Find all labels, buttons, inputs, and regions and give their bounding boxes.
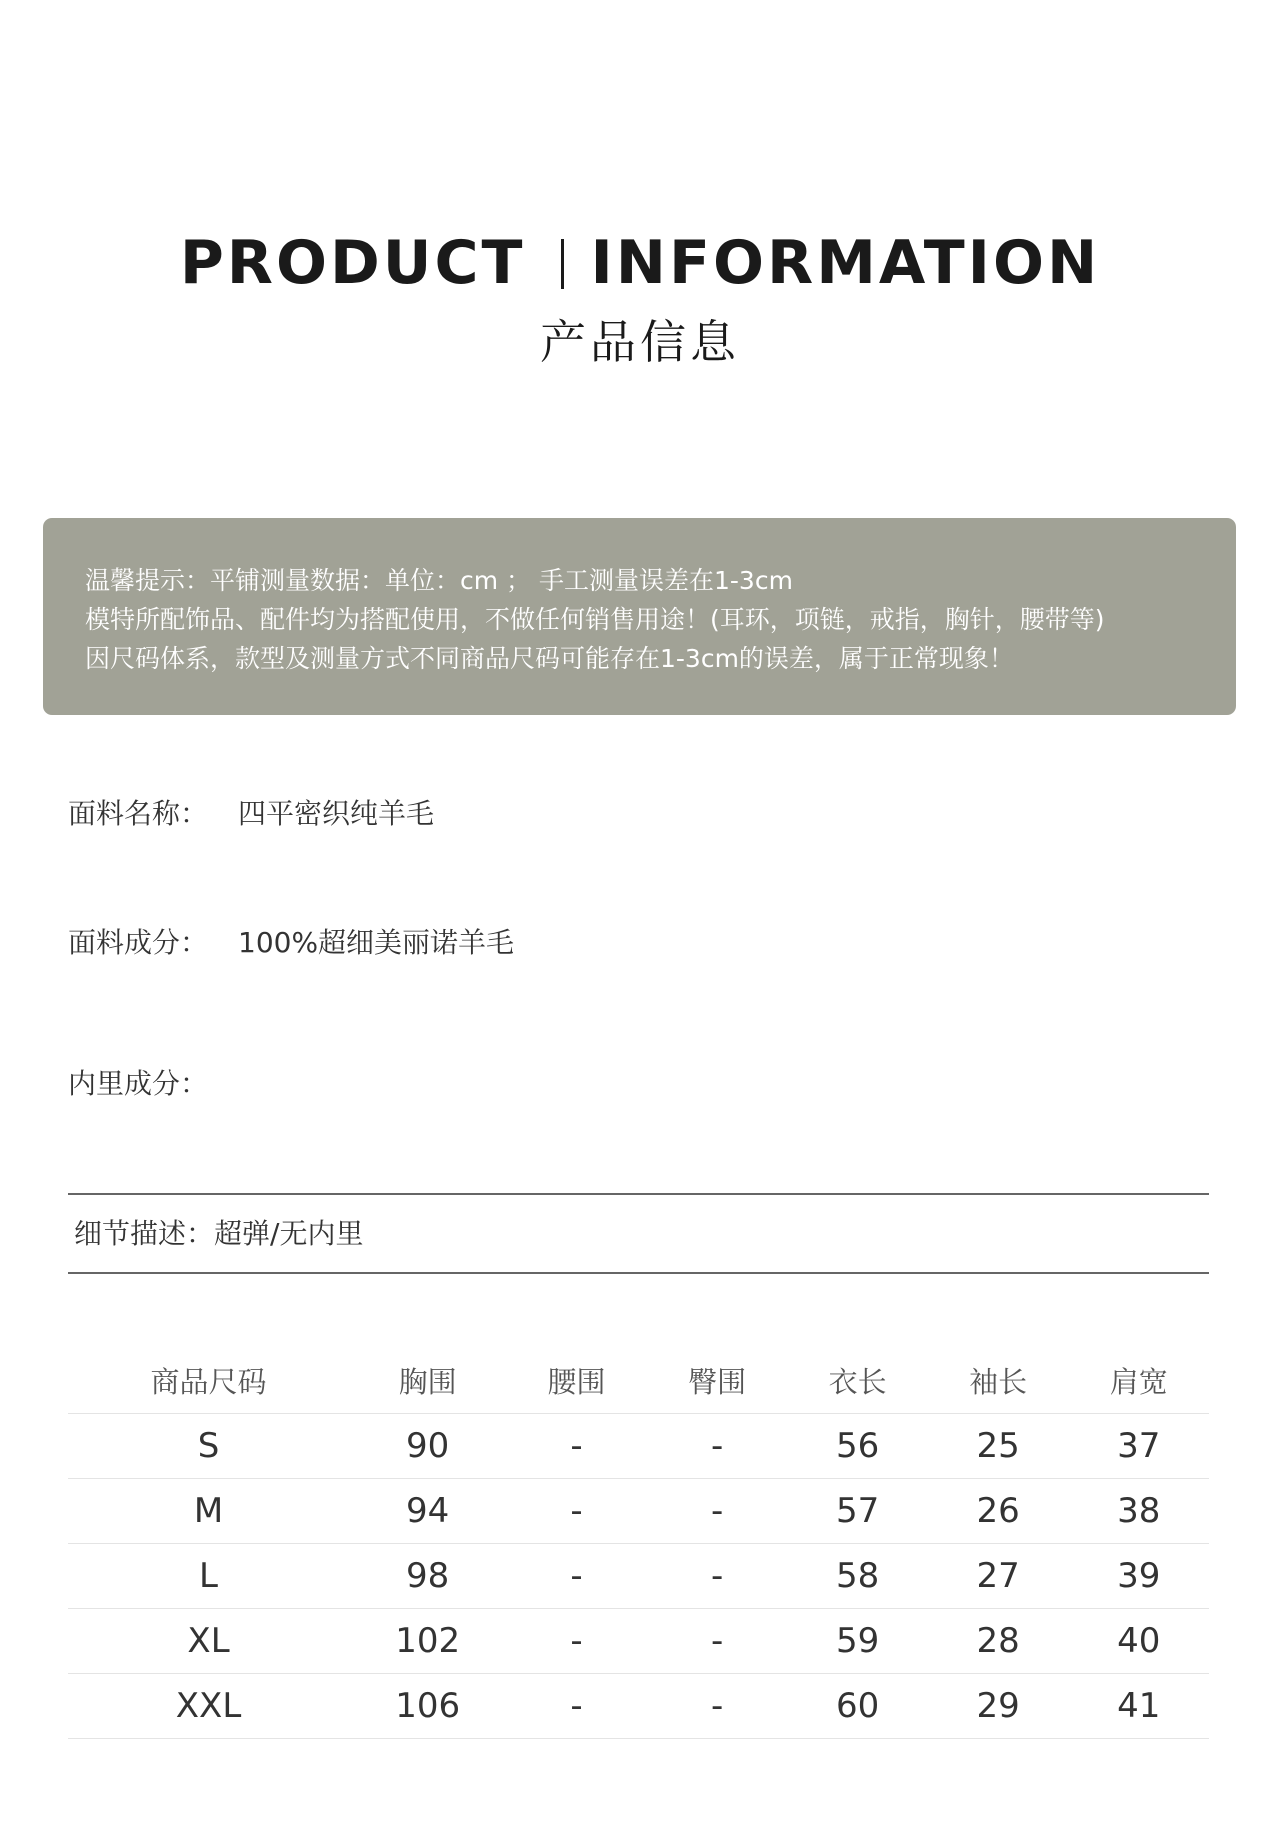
table-cell: - — [506, 1609, 647, 1674]
page-title-cn: 产品信息 — [540, 315, 740, 369]
table-cell: 106 — [349, 1674, 506, 1739]
table-cell: 59 — [787, 1609, 928, 1674]
fabric-name-label: 面料名称： — [68, 797, 209, 830]
table-header-cell: 衣长 — [787, 1347, 928, 1414]
table-cell: - — [506, 1674, 647, 1739]
size-label-cell: XL — [68, 1609, 349, 1674]
size-label-cell: XXL — [68, 1674, 349, 1739]
table-cell: 102 — [349, 1609, 506, 1674]
table-header-cell: 肩宽 — [1068, 1347, 1209, 1414]
table-cell: - — [647, 1479, 788, 1544]
detail-value: 超弹/无内里 — [214, 1217, 364, 1250]
table-cell: 58 — [787, 1544, 928, 1609]
title-information: INFORMATION — [590, 228, 1101, 298]
table-body — [68, 1414, 1209, 1739]
table-cell: 38 — [1068, 1479, 1209, 1544]
size-label-cell: L — [68, 1544, 349, 1609]
title-product: PRODUCT — [179, 228, 526, 298]
table-row — [68, 1609, 1209, 1674]
table-header-cell: 商品尺码 — [68, 1347, 349, 1414]
table-cell: - — [647, 1414, 788, 1479]
page-title-en — [0, 228, 1280, 298]
table-cell: - — [506, 1479, 647, 1544]
divider-top — [68, 1193, 1209, 1195]
size-label-cell: S — [68, 1414, 349, 1479]
table-cell: 37 — [1068, 1414, 1209, 1479]
table-cell: 98 — [349, 1544, 506, 1609]
table-row — [68, 1414, 1209, 1479]
notice-line: 因尺码体系，款型及测量方式不同商品尺码可能存在1-3cm的误差，属于正常现象！ — [85, 644, 1014, 673]
table-cell: 41 — [1068, 1674, 1209, 1739]
fabric-name-row — [68, 792, 434, 832]
detail-label: 细节描述： — [74, 1217, 215, 1250]
table-cell: 39 — [1068, 1544, 1209, 1609]
table-cell: 57 — [787, 1479, 928, 1544]
notice-box — [43, 518, 1236, 715]
table-header-cell: 臀围 — [647, 1347, 788, 1414]
size-label-cell: M — [68, 1479, 349, 1544]
table-cell: 40 — [1068, 1609, 1209, 1674]
size-table — [68, 1347, 1209, 1739]
table-cell: 56 — [787, 1414, 928, 1479]
table-header-cell: 腰围 — [506, 1347, 647, 1414]
table-cell: - — [647, 1544, 788, 1609]
fabric-composition-row — [68, 921, 514, 961]
detail-row — [74, 1212, 363, 1252]
table-cell: - — [647, 1674, 788, 1739]
table-cell: 29 — [928, 1674, 1069, 1739]
table-cell: 25 — [928, 1414, 1069, 1479]
lining-row — [68, 1062, 238, 1102]
table-header-row — [68, 1347, 1209, 1414]
table-row — [68, 1674, 1209, 1739]
lining-label: 内里成分： — [68, 1067, 209, 1100]
table-cell: - — [647, 1609, 788, 1674]
table-cell: - — [506, 1414, 647, 1479]
table-cell: 28 — [928, 1609, 1069, 1674]
fabric-composition-value: 100%超细美丽诺羊毛 — [238, 926, 515, 959]
fabric-name-value: 四平密织纯羊毛 — [238, 797, 435, 830]
table-row — [68, 1479, 1209, 1544]
title-separator — [561, 239, 564, 289]
page-header — [0, 228, 1280, 372]
table-cell: 60 — [787, 1674, 928, 1739]
table-cell: 94 — [349, 1479, 506, 1544]
table-cell: 90 — [349, 1414, 506, 1479]
table-cell: - — [506, 1544, 647, 1609]
notice-line: 模特所配饰品、配件均为搭配使用，不做任何销售用途！(耳环，项链，戒指，胸针，腰带等) — [85, 605, 1105, 634]
table-cell: 27 — [928, 1544, 1069, 1609]
table-header-cell: 袖长 — [928, 1347, 1069, 1414]
fabric-composition-label: 面料成分： — [68, 926, 209, 959]
table-cell: 26 — [928, 1479, 1069, 1544]
notice-line: 温馨提示：平铺测量数据：单位：cm ； 手工测量误差在1-3cm — [85, 566, 793, 595]
divider-bottom — [68, 1272, 1209, 1274]
table-row — [68, 1544, 1209, 1609]
table-header-cell: 胸围 — [349, 1347, 506, 1414]
